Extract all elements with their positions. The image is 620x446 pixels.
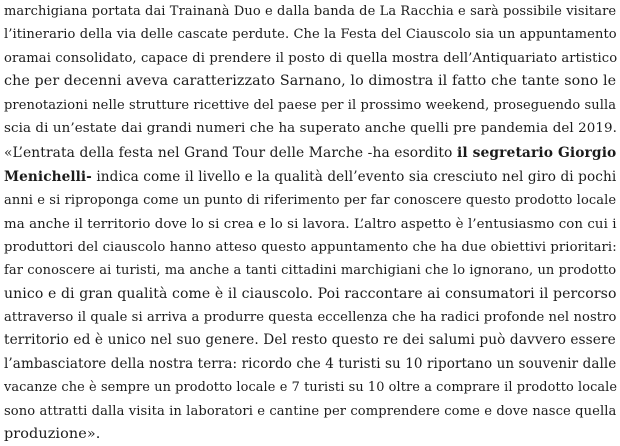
text-line: oramai consolidato, capace di prendere il posto di quella mostra dell’Antiquariato artistico xyxy=(4,50,618,66)
quote-text: indica come il livello e la qualità dell’evento sia cresciuto nel giro di pochi xyxy=(91,168,617,185)
text-line: produzione». xyxy=(4,426,101,443)
text-line: unico e di gran qualità come è il ciauscolo. Poi raccontare ai consumatori il percorso xyxy=(4,285,617,302)
text-line: che per decenni aveva caratterizzato Sarnano, lo dimostra il fatto che tante sono le xyxy=(4,73,617,90)
text-line: ma anche il territorio dove lo si crea e lo si lavora. L’altro aspetto è l’entusiasmo con cui i xyxy=(4,216,617,232)
text-line: prenotazioni nelle strutture ricettive del paese per il prossimo weekend, proseguendo sulla xyxy=(4,97,617,113)
text-line: sono attratti dalla visita in laboratori e cantine per comprendere come e dove nasce quella xyxy=(4,403,617,419)
article-body xyxy=(4,0,616,446)
quote-text: «L’entrata della festa nel Grand Tour delle Marche -ha esordito xyxy=(4,145,457,162)
text-line: attraverso il quale si arriva a produrre questa eccellenza che ha radici profonde nel nostro xyxy=(4,310,617,326)
text-line: marchigiana portata dai Trainanà Duo e dalla banda de La Racchia e sarà possibile visitare xyxy=(4,4,617,19)
speaker-name-bold: il segretario Giorgio xyxy=(456,145,617,162)
text-line: l’itinerario della via delle cascate perdute. Che la Festa del Ciauscolo sia un appuntamento xyxy=(4,27,617,43)
paragraph-2 xyxy=(4,142,616,446)
text-line: anni e si riproponga come un punto di riferimento per far conoscere questo prodotto locale xyxy=(4,193,617,209)
text-line: l’ambasciatore della nostra terra: ricordo che 4 turisti su 10 riportano un souvenir dalle xyxy=(4,355,617,372)
text-line: produttori del ciauscolo hanno atteso questo appuntamento che ha due obiettivi prioritari: xyxy=(4,239,617,255)
text-line: vacanze che è sempre un prodotto locale e 7 turisti su 10 oltre a comprare il prodotto locale xyxy=(4,380,618,396)
speaker-surname-bold: Menichelli- xyxy=(4,168,92,185)
text-line: scia di un’estate dai grandi numeri che ha superato anche quelli pre pandemia del 2019. xyxy=(4,120,618,136)
text-line xyxy=(4,166,616,189)
text-line: far conoscere ai turisti, ma anche a tanti cittadini marchigiani che lo ignorano, un prodotto xyxy=(4,263,617,279)
text-line: territorio ed è unico nel suo genere. Del resto questo re dei salumi può davvero essere xyxy=(4,332,616,349)
paragraph-1 xyxy=(4,0,616,140)
text-line xyxy=(4,142,616,165)
